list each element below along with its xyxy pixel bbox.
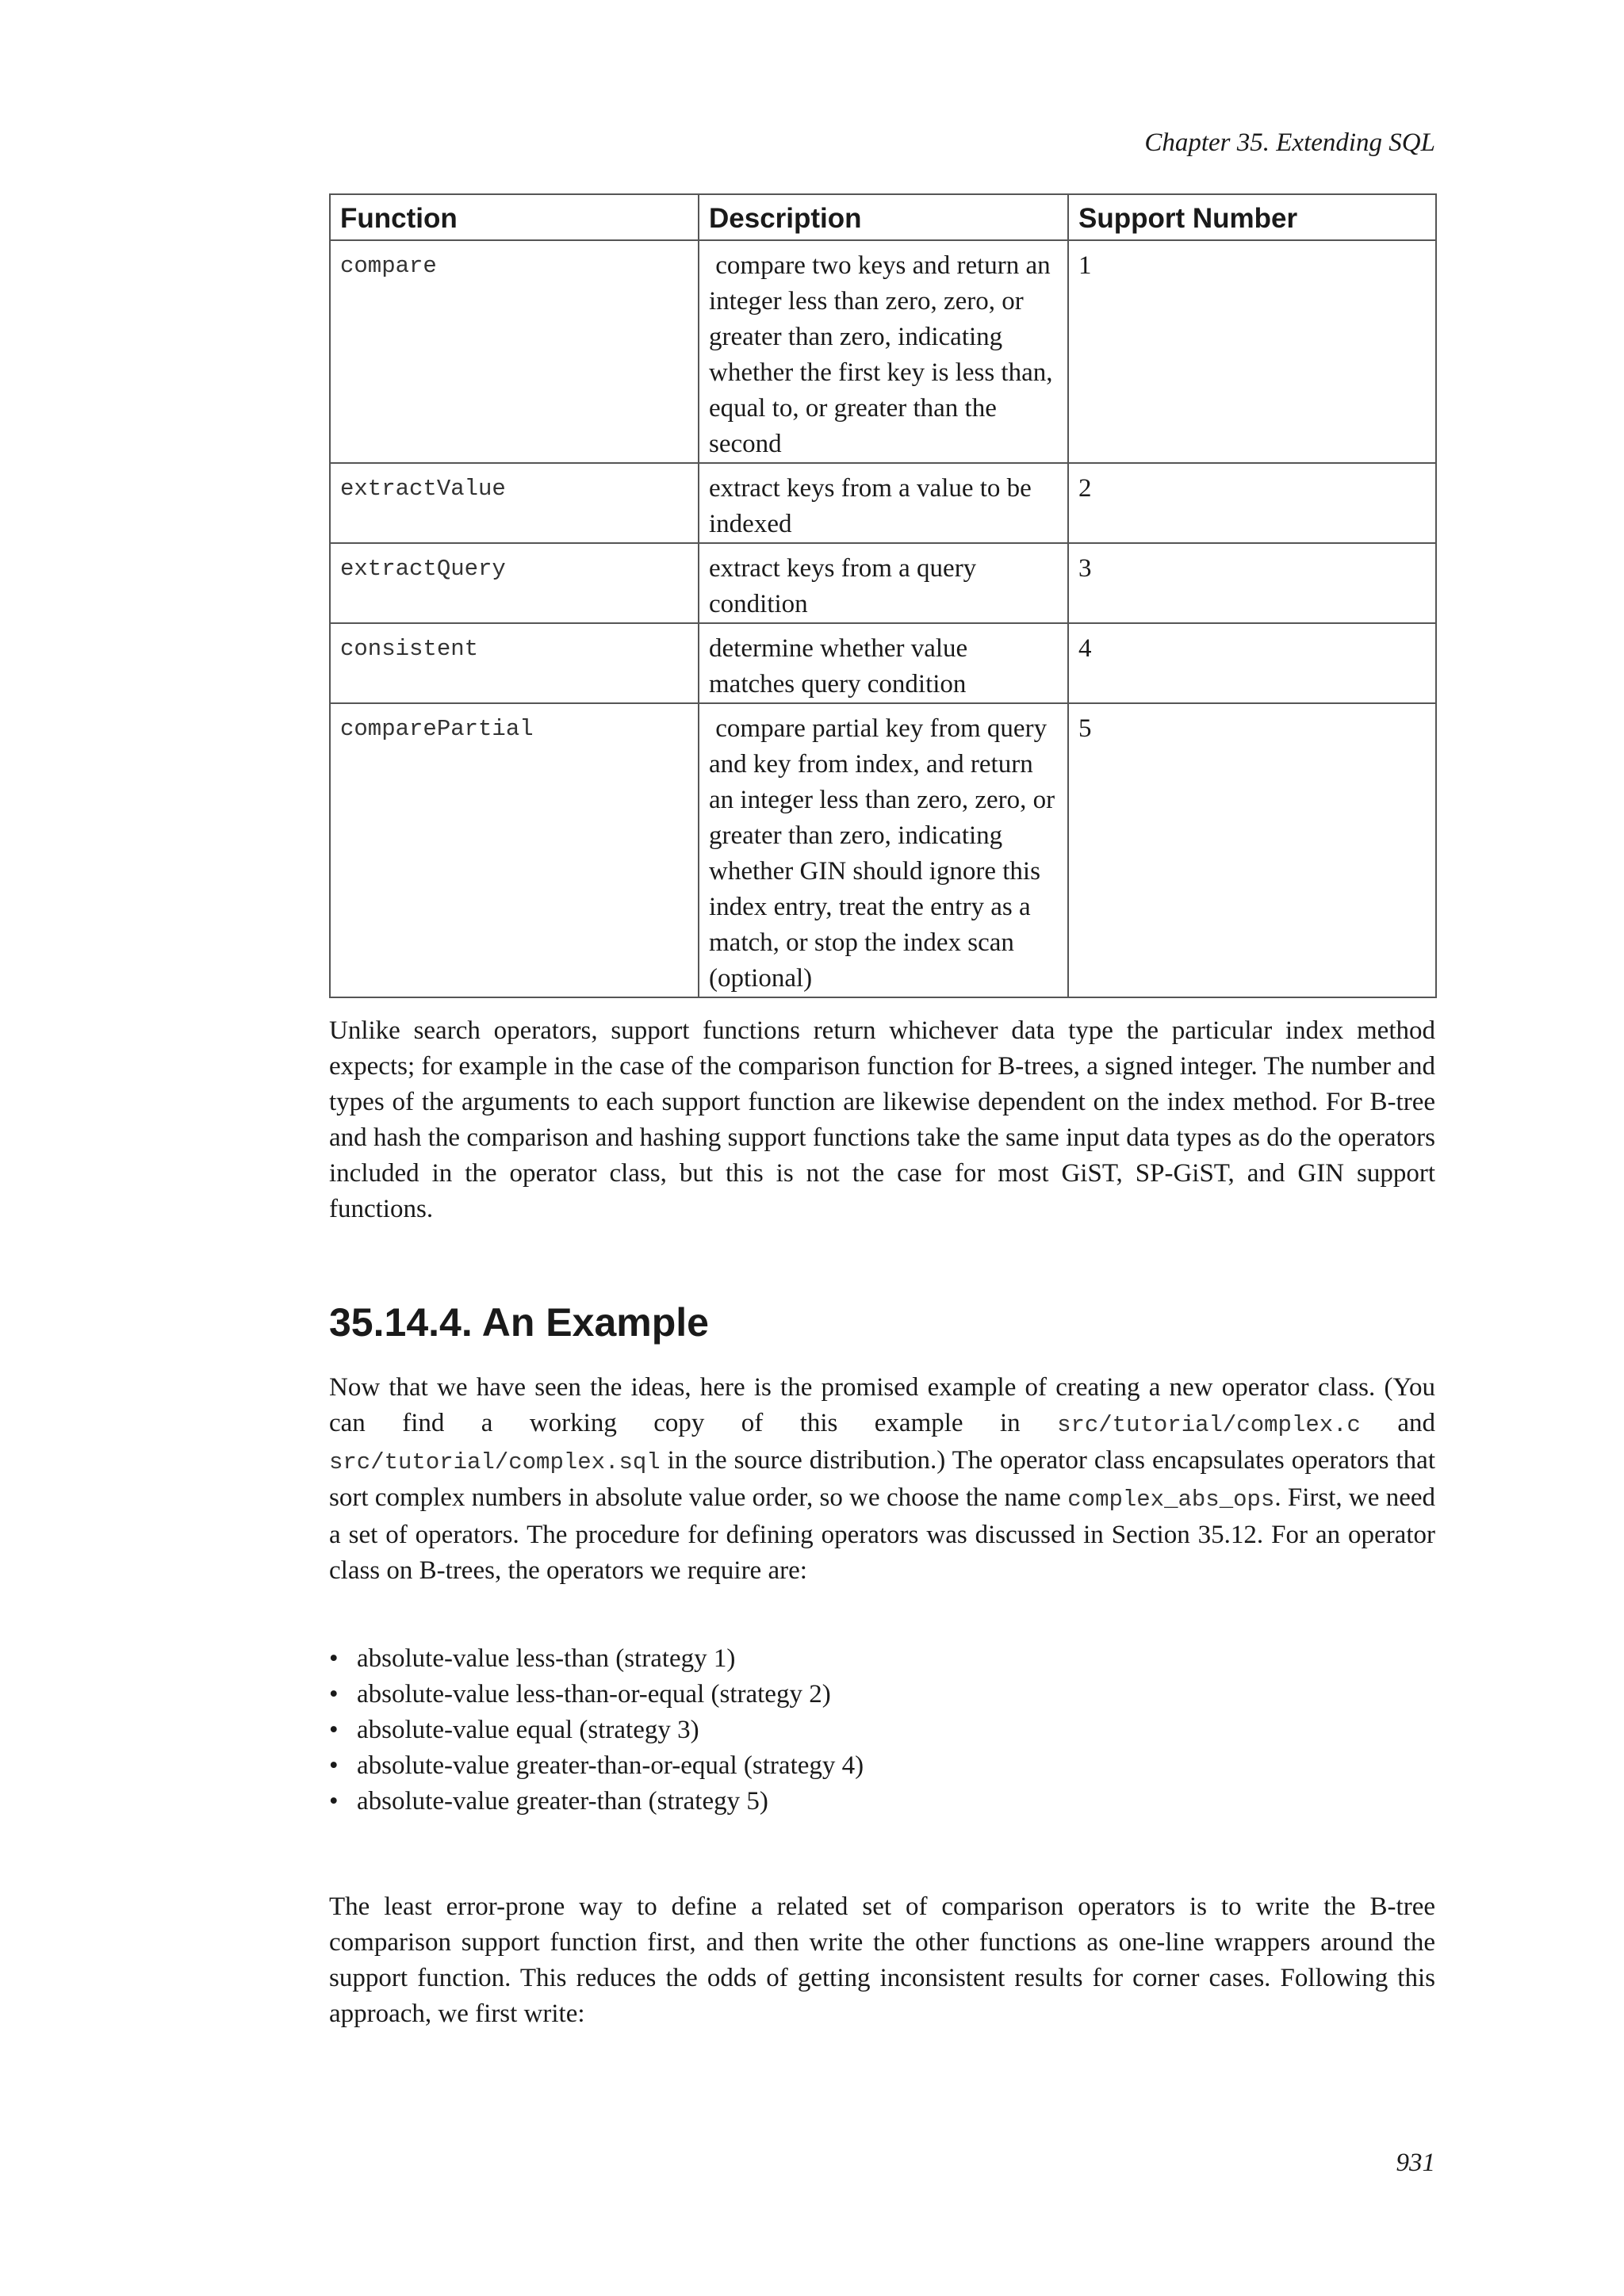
paragraph-support-functions: Unlike search operators, support functions return whichever data type the particular index method expects; for example in the case of the comparison function for B-trees, a signed integer. The number and types of the arguments to each support function are likewise dependent on the index method. For B-tree and hash the comparison and hashing support functions take the same input data types as do the operators included in the operator class, but this is not the case for most GiST, SP-GiST, and GIN support functions. <box>329 1016 1435 1223</box>
list-item-text: absolute-value greater-than (strategy 5) <box>357 1787 768 1816</box>
description-cell: determine whether value matches query condition <box>699 623 1068 703</box>
support-number-cell: 2 <box>1068 463 1436 543</box>
list-item <box>329 1748 864 1784</box>
paragraph-text: Now that we have seen the ideas, here is the promised example of creating a new operator class. (You can find a working copy of this example in <box>329 1373 1435 1437</box>
paragraph-example-intro <box>329 1370 1435 1589</box>
description-cell: extract keys from a value to be indexed <box>699 463 1068 543</box>
support-number-cell: 3 <box>1068 543 1436 623</box>
column-header-function: Function <box>330 194 699 240</box>
support-number-cell: 4 <box>1068 623 1436 703</box>
support-number-cell: 5 <box>1068 703 1436 997</box>
list-item <box>329 1641 864 1677</box>
paragraph-approach: The least error-prone way to define a related set of comparison operators is to write the B-tree comparison support function first, and then write the other functions as one-line wrappers around the support function. This reduces the odds of getting inconsistent results for corner cases. Following this approach, we first write: <box>329 1892 1435 2028</box>
description-cell: compare partial key from query and key from index, and return an integer less than zero, zero, or greater than zero, indicating whether GIN should ignore this index entry, treat the entry as a match, or stop the index scan (optional) <box>699 703 1068 997</box>
table-row <box>330 543 1436 623</box>
list-item-text: absolute-value less-than (strategy 1) <box>357 1644 736 1673</box>
function-name-cell: consistent <box>330 623 699 703</box>
table-row <box>330 463 1436 543</box>
bullet-marker: • <box>329 1716 339 1744</box>
table-row <box>330 703 1436 997</box>
function-name-cell: extractQuery <box>330 543 699 623</box>
function-name-cell: compare <box>330 240 699 463</box>
bullet-marker: • <box>329 1680 339 1709</box>
page-number: 931 <box>1396 2149 1435 2177</box>
function-name-cell: extractValue <box>330 463 699 543</box>
column-header-support-number: Support Number <box>1068 194 1436 240</box>
list-item <box>329 1784 864 1820</box>
section-heading: 35.14.4. An Example <box>329 1300 709 1345</box>
support-functions-table <box>329 193 1437 998</box>
support-number-cell: 1 <box>1068 240 1436 463</box>
function-name-cell: comparePartial <box>330 703 699 997</box>
strategy-list <box>329 1641 864 1820</box>
code-identifier: complex_abs_ops <box>1067 1487 1275 1513</box>
list-item-text: absolute-value greater-than-or-equal (strategy 4) <box>357 1751 864 1780</box>
list-item-text: absolute-value less-than-or-equal (strategy 2) <box>357 1680 831 1709</box>
bullet-marker: • <box>329 1644 339 1673</box>
code-path: src/tutorial/complex.sql <box>329 1449 661 1475</box>
description-cell: compare two keys and return an integer less than zero, zero, or greater than zero, indicating whether the first key is less than, equal to, or greater than the second <box>699 240 1068 463</box>
list-item <box>329 1712 864 1748</box>
bullet-marker: • <box>329 1787 339 1816</box>
bullet-marker: • <box>329 1751 339 1780</box>
paragraph-text: in the source distribution.) The operator class encapsulates operators that sort complex numbers in absolute value order, so we choose the name <box>329 1446 1435 1512</box>
paragraph-text: . First, we need a set of operators. The procedure for defining operators was discussed in Section 35.12. For an operator class on B-trees, the operators we require are: <box>329 1483 1436 1585</box>
list-item <box>329 1677 864 1712</box>
description-cell: extract keys from a query condition <box>699 543 1068 623</box>
running-header: Chapter 35. Extending SQL <box>1144 128 1435 157</box>
table-row <box>330 240 1436 463</box>
paragraph-text: and <box>1360 1409 1435 1437</box>
list-item-text: absolute-value equal (strategy 3) <box>357 1716 699 1744</box>
column-header-description: Description <box>699 194 1068 240</box>
table-row <box>330 623 1436 703</box>
code-path: src/tutorial/complex.c <box>1057 1412 1361 1438</box>
table-header-row <box>330 194 1436 240</box>
